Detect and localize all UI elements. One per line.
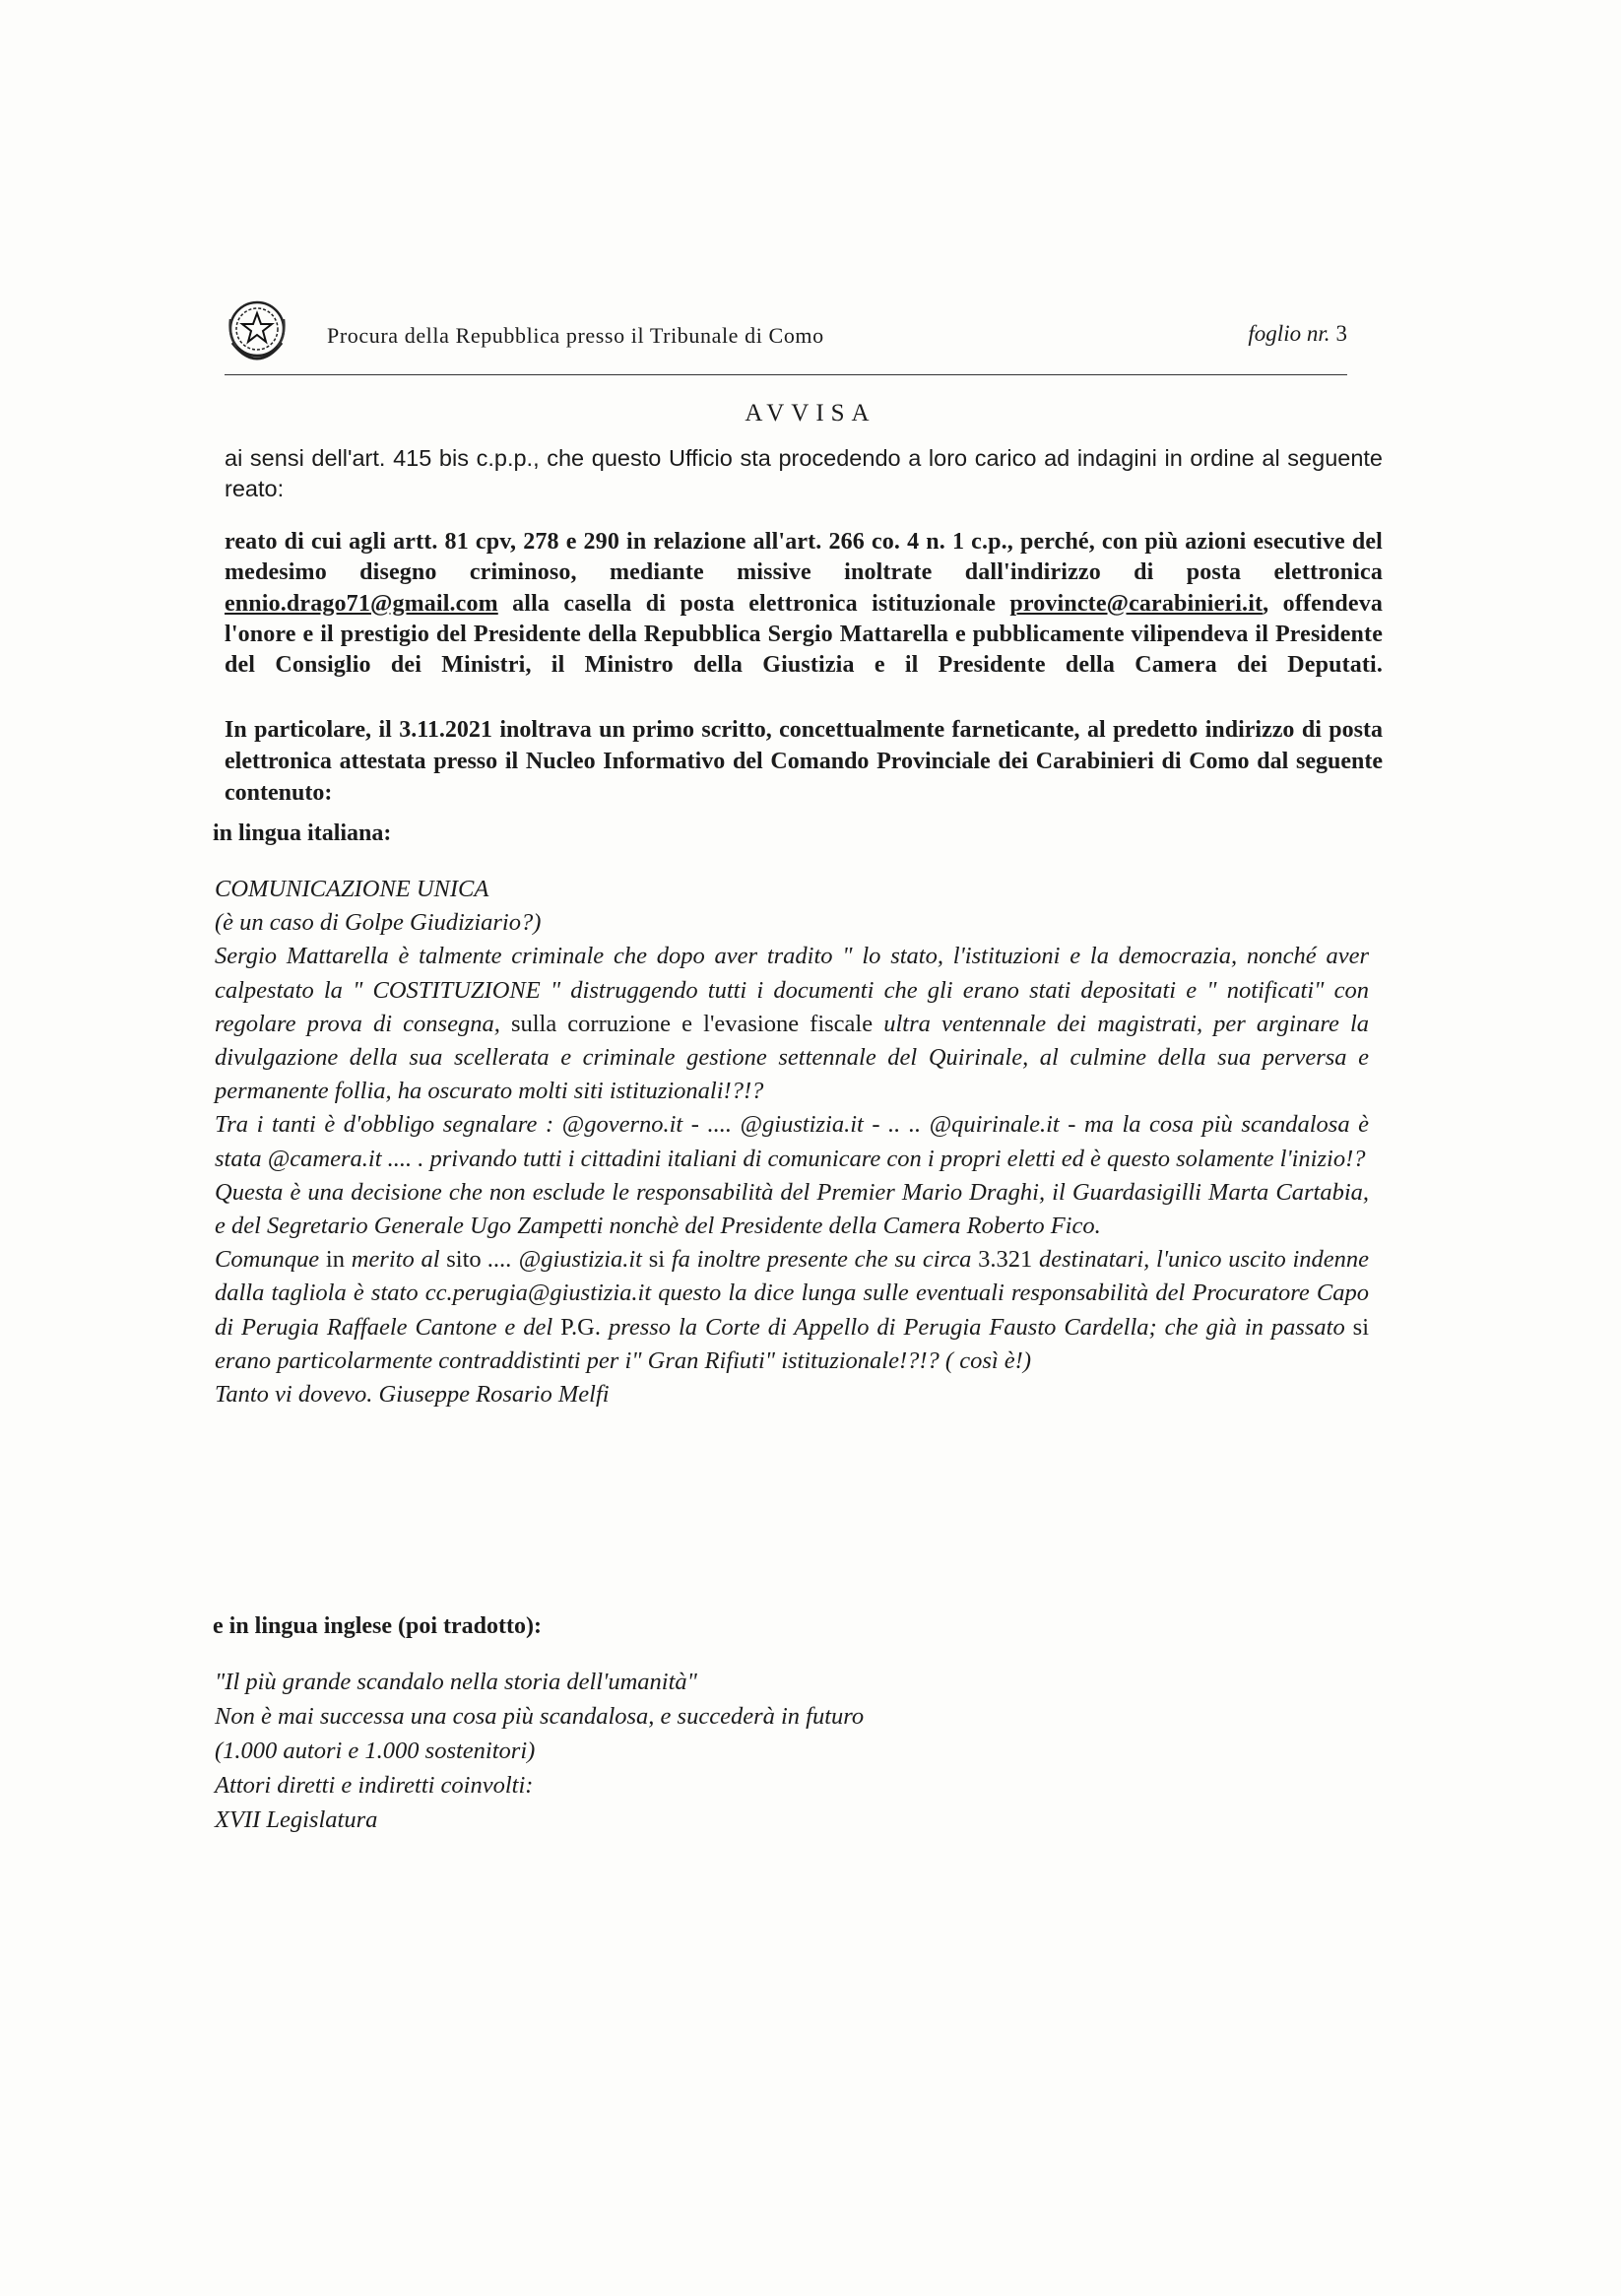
header-divider <box>225 374 1347 375</box>
quote-text-upright: in <box>325 1246 345 1274</box>
page-header <box>225 295 1347 374</box>
english-line-5: XVII Legislatura <box>215 1806 378 1833</box>
italian-republic-emblem-icon <box>225 295 290 364</box>
office-name: Procura della Repubblica presso il Tribunale di Como <box>327 323 824 348</box>
italian-label: in lingua italiana: <box>213 820 392 846</box>
quote-text: fa inoltre presente che su circa <box>671 1246 972 1274</box>
quote-title: COMUNICAZIONE UNICA <box>215 876 489 902</box>
folio-label: foglio nr. <box>1248 321 1330 346</box>
quote-paragraph-1 <box>215 940 1369 1108</box>
quote-text: merito al <box>351 1246 440 1274</box>
quote-text-upright: 3.321 <box>978 1246 1033 1274</box>
quote-text: destinatari, l'unico uscito indenne dalla tagliola è stato cc.perugia@giustizia.it questo la dice lunga sulle eventuali responsabilità del Procuratore Capo di Perugia Raffaele Cantone e del <box>215 1246 1370 1341</box>
folio-number <box>1248 321 1347 347</box>
charge-paragraph <box>225 527 1383 681</box>
english-quote <box>215 1665 1369 1837</box>
quote-text: erano particolarmente contraddistinti per i" Gran Rifiuti" istituzionale!?!? ( così è!) <box>215 1346 1031 1374</box>
english-line-4: Attori diretti e indiretti coinvolti: <box>215 1772 534 1799</box>
folio-value: 3 <box>1335 321 1347 346</box>
quote-text-upright: si <box>648 1246 666 1274</box>
quote-paragraph-2: Tra i tanti è d'obbligo segnalare : @governo.it - .... @giustizia.it - .. .. @quirinale.it - ma la cosa più scandalosa è stata @camera.it .... . privando tutti i cittadini italiani di comunicare con i propri eletti ed è questo solamente l'inizio!? <box>215 1111 1369 1172</box>
quote-signature: Tanto vi dovevo. Giuseppe Rosario Melfi <box>215 1381 610 1409</box>
quote-subtitle: (è un caso di Golpe Giudiziario?) <box>215 909 542 937</box>
section-heading: AVVISA <box>745 400 876 426</box>
english-line-2: Non è mai successa una cosa più scandalosa, e succederà in futuro <box>215 1703 865 1730</box>
quote-text: .... @giustizia.it <box>487 1246 642 1274</box>
quote-paragraph-3: Questa è una decisione che non esclude le responsabilità del Premier Mario Draghi, il Guardasigilli Marta Cartabia, e del Segretario Generale Ugo Zampetti nonchè del Presidente della Camera Roberto Fico. <box>215 1178 1369 1240</box>
quote-paragraph-4 <box>215 1243 1369 1378</box>
quote-text-upright: P.G. <box>560 1313 601 1341</box>
quote-text: ultra ventennale dei magistrati, per arginare la divulgazione della sua scellerata e criminale gestione settennale del Quirinale, al culmine della sua perversa e permanente follia, ha oscurato molti siti istituzionali!?!? <box>215 1010 1370 1105</box>
english-line-3: (1.000 autori e 1.000 sostenitori) <box>215 1738 536 1764</box>
quote-text-upright: si <box>1352 1313 1370 1341</box>
quote-text-upright: sulla corruzione e l'evasione fiscale <box>510 1010 874 1037</box>
charge-text-3: , offendeva l'onore e il prestigio del Presidente della Repubblica Sergio Mattarella e pubblicamente vilipendeva il Presidente del Consiglio dei Ministri, il Ministro della Giustizia e il Presidente della Camera dei Deputati. <box>225 590 1384 679</box>
quote-text: presso la Corte di Appello di Perugia Fausto Cardella; che già in passato <box>608 1313 1345 1341</box>
quote-text: Comunque <box>215 1246 320 1274</box>
italian-quote <box>215 873 1369 1411</box>
charge-text-2: alla casella di posta elettronica istituzionale <box>512 590 997 617</box>
recipient-email: provincte@carabinieri.it <box>1009 590 1264 617</box>
quote-text: Sergio Mattarella è talmente criminale che dopo aver tradito " lo stato, l'istituzioni e la democrazia, nonché aver calpestato la " COSTITUZIONE " distruggendo tutti i documenti che gli erano stati depositati e " notificati" con regolare prova di consegna, <box>215 943 1369 1037</box>
english-line-1: "Il più grande scandalo nella storia dell'umanità" <box>215 1669 697 1695</box>
intro-paragraph: ai sensi dell'art. 415 bis c.p.p., che questo Ufficio sta procedendo a loro carico ad indagini in ordine al seguente reato: <box>225 445 1383 501</box>
charge-detail-paragraph: In particolare, il 3.11.2021 inoltrava un primo scritto, concettualmente farneticante, al predetto indirizzo di posta elettronica attestata presso il Nucleo Informativo del Comando Provinciale dei Carabinieri di Como dal seguente contenuto: <box>225 717 1383 806</box>
charge-text-1: reato di cui agli artt. 81 cpv, 278 e 290 in relazione all'art. 266 co. 4 n. 1 c.p., perché, con più azioni esecutive del medesimo disegno criminoso, mediante missive inoltrate dall'indirizzo di posta elettronica <box>225 529 1383 586</box>
quote-text-upright: sito <box>446 1246 482 1274</box>
english-label: e in lingua inglese (poi tradotto): <box>213 1613 542 1639</box>
sender-email: ennio.drago71@gmail.com <box>225 590 498 617</box>
